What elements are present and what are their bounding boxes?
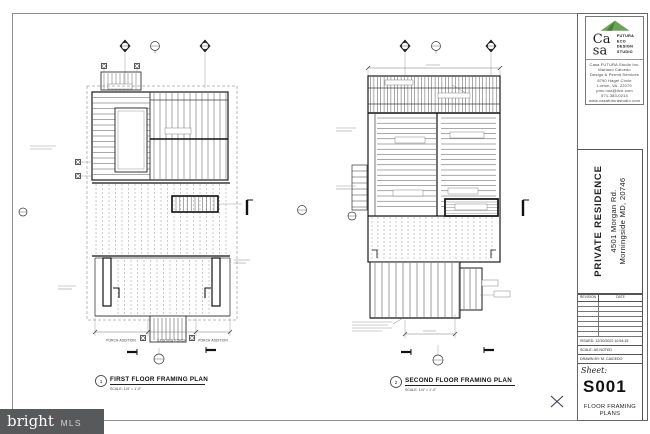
sheet-title [581,404,639,418]
firm-contact-line: Lorton, VA. 22079 [597,82,632,88]
title-block [577,13,648,421]
drawn-by-row: DRAWN BY: M. CAICEDO [578,355,642,364]
issue-info-rows [578,337,643,364]
issued-row: ISSUED: 12/10/2022 10:54:15 [578,337,642,346]
logo-tagline-2: ECO [616,39,626,44]
plan1-title-text: FIRST FLOOR FRAMING PLAN [110,376,208,383]
plan1-porch-addition-label-left: PORCH ADDITION [106,338,136,343]
logo-tagline-3: DESIGN [616,44,633,49]
project-address-line2: Morningside MD, 20746 [618,177,627,265]
firm-contact-line: 571-383-0214 [601,93,628,99]
firm-identity-box [585,16,644,105]
second-floor-framing-plan [298,40,530,393]
project-name: PRIVATE RESIDENCE [593,165,604,278]
firm-contact-line: www.casafuturastudio.com [588,98,641,104]
sheet-label: Sheet: [581,366,608,375]
plan2-linework [298,40,530,366]
plan1-number: 1 [99,378,103,384]
plan2-title-text: SECOND FLOOR FRAMING PLAN [405,377,512,384]
watermark-brand: bright [7,412,54,430]
scale-row: SCALE: AS NOTED [578,346,642,355]
casa-futura-logo [586,18,644,58]
sheet-title-line1: FLOOR FRAMING [583,404,637,410]
firm-contact-line: 8790 Hagel Circle [597,77,632,83]
watermark-star-icon: * [54,415,58,422]
plan1-porch-addition-label-right: PORCH ADDITION [198,338,228,343]
logo-word-bottom: sa [592,43,607,58]
watermark-suffix: MLS [60,418,82,428]
sheet-number: S001 [583,377,627,396]
plan2-title [391,377,516,393]
plan1-existing-porch-label: EXISTING PORCH [157,338,187,343]
logo-tagline-1: FUTURA [616,34,634,39]
sheet-number-box [578,364,643,420]
plan2-number: 2 [394,379,398,385]
firm-contact-line: pmc.noa@live.com [596,88,633,94]
first-floor-framing-plan [19,40,253,392]
title-block-spacer [578,105,647,149]
date-column-header: DATE [616,295,625,299]
brightmls-watermark [0,409,104,434]
revision-column-header: REVISION [578,295,599,301]
sheet-title-line2: PLANS [599,411,621,417]
project-address [609,146,627,296]
project-address-line1: 4501 Morgan Rd. [609,189,618,253]
logo-mountain-icon [600,21,629,31]
plan2-scale-note: SCALE: 1/4" = 1'-0" [405,388,437,392]
plan1-title [96,376,209,392]
logo-tagline-4: STUDIO [616,49,633,54]
firm-contact-line: Casa FUTURA Studio Inc. [589,62,640,67]
revision-table [578,294,643,337]
project-info-box [578,149,643,294]
firm-contact-lines [586,59,643,104]
firm-contact-line: Mariano Caicedo [598,67,631,73]
logo-word-top: Ca [592,31,611,47]
plan1-linework [19,40,253,365]
firm-contact-line: Design & Permit Services [590,72,639,78]
plan1-scale-note: SCALE: 1/4" = 1'-0" [110,387,142,391]
revision-empty-rows [578,302,642,337]
pencil-x-mark [551,396,563,407]
